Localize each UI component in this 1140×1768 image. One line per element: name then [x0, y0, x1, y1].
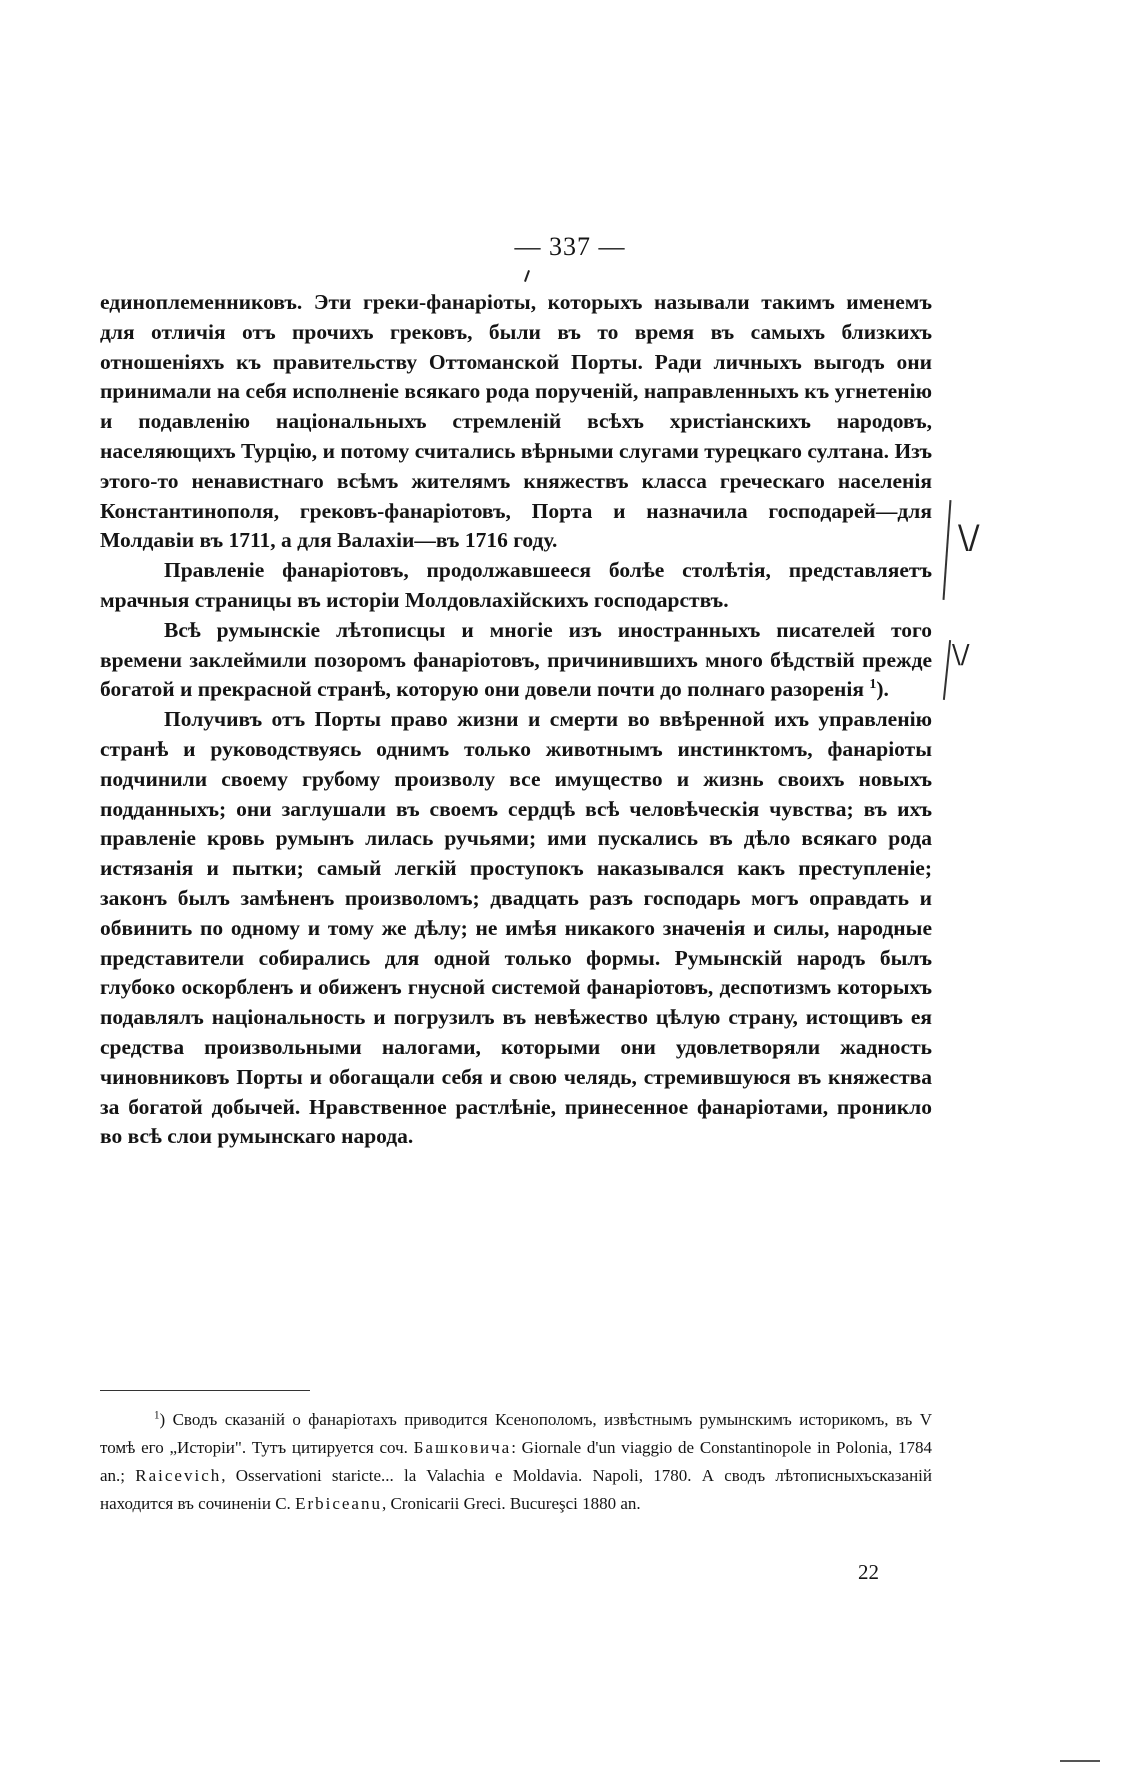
- footnote-text-1: ) Сводъ сказаній о фанаріотахъ приводится Ксенополомъ, извѣстнымъ румынскимъ историкомъ, въ V томѣ его „Исторіи". Тутъ цитируется соч.: [100, 1410, 932, 1457]
- footnote-author-1: Башковича: [413, 1438, 512, 1457]
- tick-mark: [524, 270, 530, 282]
- paragraph-2: Правленіе фанаріотовъ, продолжавшееся болѣе столѣтія, представляетъ мрачныя страницы въ исторіи Молдовлахійскихъ господарствъ.: [100, 558, 932, 612]
- footnote-author-3: Erbiceanu: [295, 1494, 382, 1513]
- footnote-author-2: Raicevich: [135, 1466, 222, 1485]
- paragraph-3-text: Всѣ румынскіе лѣтописцы и многіе изъ иностранныхъ писателей того времени заклеймили позоромъ фанаріотовъ, причинившихъ много бѣдствій прежде богатой и прекрасной странѣ, которую они довели почти до полнаго разоренія: [100, 617, 932, 702]
- signature-number: 22: [858, 1560, 879, 1584]
- footnote-marker: 1: [154, 1409, 160, 1422]
- paragraph-4: Получивъ отъ Порты право жизни и смерти во ввѣренной ихъ управленію странѣ и руководствуясь однимъ только животнымъ инстинктомъ, фанаріоты подчинили своему грубому произволу все имущество и жизнь своихъ новыхъ подданныхъ; они заглушали въ своемъ сердцѣ всѣ человѣческія чувства; въ ихъ правленіе кровь румынъ лилась ручьями; ими пускались въ дѣло всякаго рода истязанія и пытки; самый легкій проступокъ наказывался какъ преступленіе; законъ былъ замѣненъ произволомъ; двадцать разъ господарь могъ оправдать и обвинить по одному и тому же дѣлу; не имѣя никакого значенія и силы, народные представители собирались для одной только формы. Румынскій народъ былъ глубоко оскорбленъ и обиженъ гнусной системой фанаріотовъ, деспотизмъ которыхъ подавлялъ національность и погрузилъ въ невѣжество цѣлую страну, истощивъ ея средства произвольными налогами, которыми они удовлетворяли жадность чиновниковъ Порты и обогащали себя и свою челядь, стремившуюся въ княжества за богатой добычей. Нравственное растлѣніе, принесенное фанаріотами, проникло во всѣ слои румынскаго народа.: [100, 707, 932, 1149]
- margin-check-2: \/: [952, 640, 970, 670]
- footnote-text-4: , Cronicarii Greci. Bucureşci 1880 an.: [381, 1494, 641, 1513]
- page-number: — 337 —: [514, 232, 626, 261]
- footnote-ref: 1: [869, 677, 877, 693]
- paragraph-1: единоплеменниковъ. Эти греки-фанаріоты, которыхъ называли такимъ именемъ для отличія отъ прочихъ грековъ, были въ то время въ самыхъ близкихъ отношеніяхъ къ правительству Оттоманской Порты. Ради личныхъ выгодъ они принимали на себя исполненіе всякаго рода порученій, направленныхъ къ угнетенію и подавленію національныхъ стремленій всѣхъ христіанскихъ народовъ, населяющихъ Турцію, и потому считались вѣрными слугами турецкаго султана. Изъ этого-то ненавистнаго всѣмъ жителямъ княжествъ класса греческаго населенія Константинополя, грековъ-фанаріотовъ, Порта и назначила господарей—для Молдавіи въ 1711, а для Валахіи—въ 1716 году.: [100, 290, 932, 553]
- footnote-text-3: , Osservationi staricte... la Valachia e Moldavia. Napoli, 1780. А сводъ лѣтописныхъсказаній находится въ сочиненіи С.: [100, 1466, 932, 1513]
- margin-check-1: \/: [958, 518, 980, 556]
- margin-bracket-2: [943, 640, 951, 700]
- paragraph-3-end: ).: [876, 677, 889, 702]
- footnote-rule: [100, 1390, 310, 1391]
- main-text: [100, 288, 932, 1152]
- corner-mark: [1060, 1760, 1100, 1762]
- margin-bracket-1: [943, 500, 952, 600]
- footnote: [100, 1406, 932, 1518]
- paragraph-3: [100, 616, 932, 705]
- footnote-text-2: : Giornale d'un viaggio de Constantinopole in Polonia, 1784 an.;: [100, 1438, 933, 1485]
